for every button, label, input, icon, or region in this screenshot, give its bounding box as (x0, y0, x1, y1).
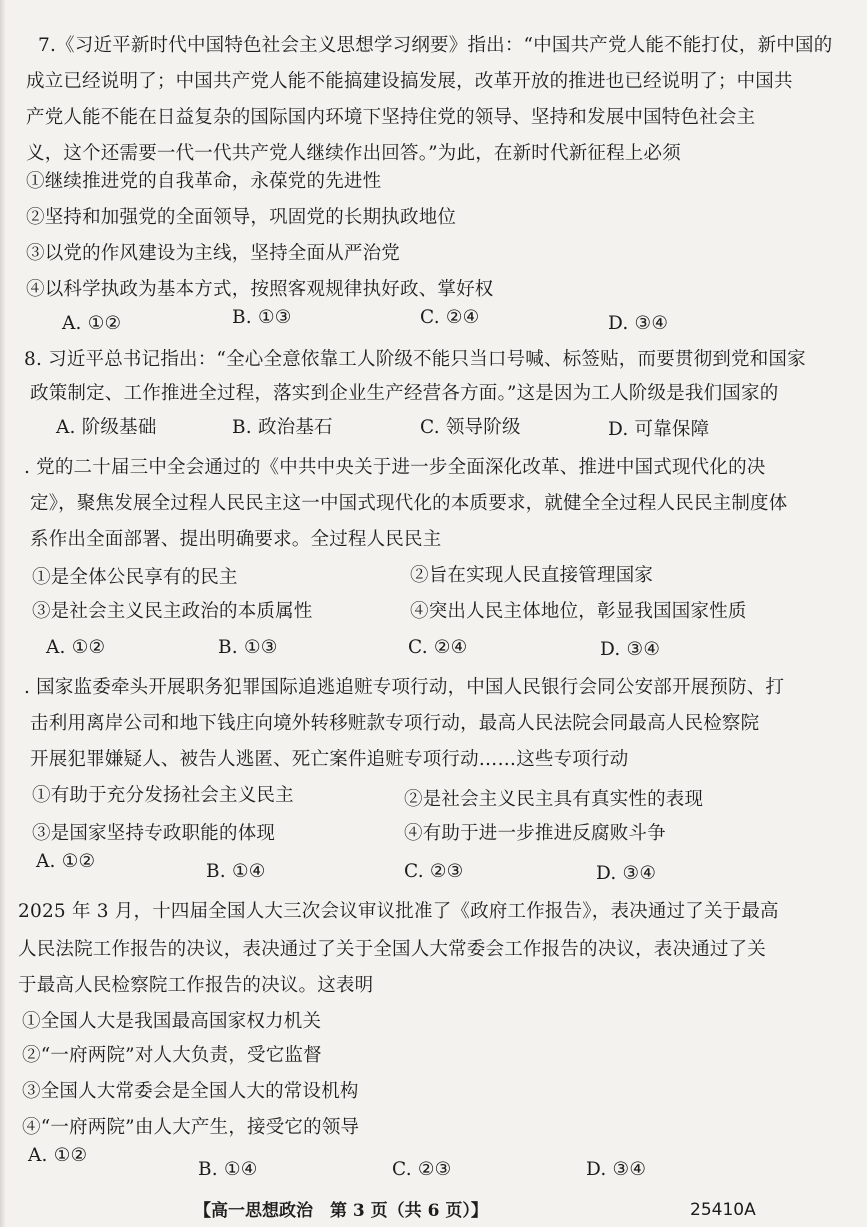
q10-option-c[interactable]: C. ②③ (404, 861, 464, 882)
q7-item-4: ④以科学执政为基本方式，按照客观规律执好政、掌好权 (26, 279, 494, 300)
q8-option-d[interactable]: D. 可靠保障 (608, 419, 710, 440)
q8-option-a[interactable]: A. 阶级基础 (56, 417, 157, 438)
q8-option-b[interactable]: B. 政治基石 (232, 417, 333, 438)
q8-option-c[interactable]: C. 领导阶级 (420, 417, 521, 438)
q11-line-2: 人民法院工作报告的决议，表决通过了关于全国人大常委会工作报告的决议，表决通过了关 (18, 939, 767, 960)
q9-line-3: 系作出全面部署、提出明确要求。全过程人民民主 (30, 529, 442, 550)
q10-line-3: 开展犯罪嫌疑人、被告人逃匿、死亡案件追赃专项行动……这些专项行动 (30, 749, 629, 770)
q11-option-d[interactable]: D. ③④ (586, 1159, 647, 1180)
q10-item-2: ②是社会主义民主具有真实性的表现 (404, 789, 704, 810)
q10-option-d[interactable]: D. ③④ (596, 863, 657, 884)
q7-line-3: 产党人能不能在日益复杂的国际国内环境下坚持住党的领导、坚持和发展中国特色社会主 (26, 107, 756, 128)
q8-line-2: 政策制定、工作推进全过程，落实到企业生产经营各方面。”这是因为工人阶级是我们国家的 (30, 383, 779, 404)
q9-option-d[interactable]: D. ③④ (600, 639, 661, 660)
q10-option-a[interactable]: A. ①② (36, 851, 96, 872)
q11-line-3: 于最高人民检察院工作报告的决议。这表明 (18, 975, 374, 996)
q8-line-1: 8. 习近平总书记指出：“全心全意依靠工人阶级不能只当口号喊、标签贴，而要贯彻到党和国家 (24, 349, 806, 370)
q11-option-c[interactable]: C. ②③ (392, 1159, 452, 1180)
q7-item-3: ③以党的作风建设为主线，坚持全面从严治党 (26, 243, 401, 264)
q9-item-1: ①是全体公民享有的民主 (32, 567, 238, 588)
q7-line-2: 成立已经说明了；中国共产党人能不能搞建设搞发展，改革开放的推进也已经说明了；中国共 (26, 71, 793, 92)
q7-option-a[interactable]: A. ①② (62, 313, 122, 334)
q10-item-3: ③是国家坚持专政职能的体现 (32, 823, 276, 844)
q7-option-c[interactable]: C. ②④ (420, 307, 480, 328)
q9-item-2: ②旨在实现人民直接管理国家 (410, 565, 654, 586)
q11-item-4: ④“一府两院”由人大产生，接受它的领导 (22, 1117, 360, 1138)
q11-item-2: ②“一府两院”对人大负责，受它监督 (22, 1045, 322, 1066)
page-footer: 【高一思想政治 第 3 页（共 6 页）】 (194, 1201, 488, 1221)
q9-line-1: . 党的二十届三中全会通过的《中共中央关于进一步全面深化改革、推进中国式现代化的决 (24, 457, 766, 478)
q7-option-d[interactable]: D. ③④ (608, 313, 669, 334)
q7-item-2: ②坚持和加强党的全面领导，巩固党的长期执政地位 (26, 207, 457, 228)
q10-line-1: . 国家监委牵头开展职务犯罪国际追逃追赃专项行动，中国人民银行会同公安部开展预防、打 (24, 677, 785, 698)
q11-item-1: ①全国人大是我国最高国家权力机关 (22, 1011, 322, 1032)
q10-line-2: 击利用离岸公司和地下钱庄向境外转移赃款专项行动，最高人民法院会同最高人民检察院 (30, 713, 760, 734)
q7-item-1: ①继续推进党的自我革命，永葆党的先进性 (26, 171, 382, 192)
q9-option-b[interactable]: B. ①③ (218, 637, 278, 658)
q9-item-4: ④突出人民主体地位，彰显我国国家性质 (410, 601, 747, 622)
exam-code: 25410A (690, 1200, 756, 1220)
q10-option-b[interactable]: B. ①④ (206, 861, 266, 882)
q9-item-3: ③是社会主义民主政治的本质属性 (32, 601, 313, 622)
q11-line-1: 2025 年 3 月，十四届全国人大三次会议审议批准了《政府工作报告》，表决通过了关于最高 (18, 901, 779, 922)
q9-line-2: 定》，聚焦发展全过程人民民主这一中国式现代化的本质要求，就健全全过程人民民主制度体 (30, 493, 788, 514)
scan-edge (0, 0, 6, 1227)
q11-option-a[interactable]: A. ①② (28, 1145, 88, 1166)
q10-item-1: ①有助于充分发扬社会主义民主 (32, 785, 294, 806)
q7-line-1: 7.《习近平新时代中国特色社会主义思想学习纲要》指出：“中国共产党人能不能打仗，新中国的 (38, 35, 833, 56)
q11-option-b[interactable]: B. ①④ (198, 1159, 258, 1180)
q9-option-c[interactable]: C. ②④ (408, 637, 468, 658)
q7-line-4: 义，这个还需要一代一代共产党人继续作出回答。”为此，在新时代新征程上必须 (26, 143, 681, 164)
q7-option-b[interactable]: B. ①③ (232, 307, 292, 328)
q10-item-4: ④有助于进一步推进反腐败斗争 (404, 823, 666, 844)
q11-item-3: ③全国人大常委会是全国人大的常设机构 (22, 1081, 359, 1102)
q9-option-a[interactable]: A. ①② (46, 637, 106, 658)
